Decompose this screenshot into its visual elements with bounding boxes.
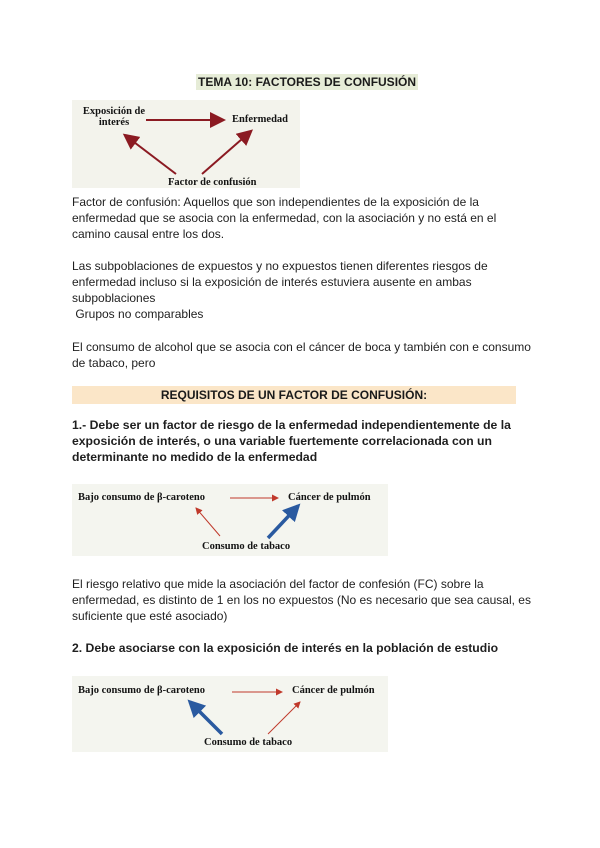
confounding-diagram-1 <box>72 100 300 188</box>
requirement-1: 1.- Debe ser un factor de riesgo de la enfermedad independientemente de la exposición de interés, o una variable fuertemente correlacionada con un determinante no medido de la enfermedad <box>72 418 511 464</box>
diagram-1-exposure-label: Exposición de interés <box>82 106 146 128</box>
tobacco-to-cancer-arrow <box>268 702 300 734</box>
subpopulations-paragraph: Las subpoblaciones de expuestos y no expuestos tienen diferentes riesgos de enfermedad incluso si la exposición de interés estuviera ausente en ambas subpoblaciones <box>72 259 488 305</box>
tobacco-to-cancer-arrow <box>268 506 298 538</box>
diagram-3-confounder-label: Consumo de tabaco <box>204 737 293 748</box>
non-comparable-line: Grupos no comparables <box>72 307 204 321</box>
diagram-2-disease-label: Cáncer de pulmón <box>288 492 371 503</box>
relative-risk-paragraph: El riesgo relativo que mide la asociación del factor de confesión (FC) sobre la enfermedad, es distinto de 1 en los no expuestos (No es necesario que sea causal, es suficiente que esté asociado) <box>72 577 531 623</box>
tobacco-to-beta-carotene-arrow <box>196 508 220 536</box>
diagram-3-disease-label: Cáncer de pulmón <box>292 685 375 696</box>
confounder-to-disease-arrow <box>202 132 250 174</box>
page-title: TEMA 10: FACTORES DE CONFUSIÓN <box>198 75 417 89</box>
diagram-3-exposure-label: Bajo consumo de β-caroteno <box>78 685 205 696</box>
diagram-1-confounder-label: Factor de confusión <box>168 177 257 188</box>
diagram-2-exposure-label: Bajo consumo de β-caroteno <box>78 492 205 503</box>
confounding-diagram-3 <box>72 676 388 752</box>
diagram-1-disease-label: Enfermedad <box>232 114 288 125</box>
tobacco-to-beta-carotene-arrow <box>190 702 222 734</box>
confounder-to-exposure-arrow <box>126 136 176 174</box>
requirements-heading: REQUISITOS DE UN FACTOR DE CONFUSIÓN: <box>72 386 516 404</box>
diagram-2-confounder-label: Consumo de tabaco <box>202 541 291 552</box>
definition-paragraph: Factor de confusión: Aquellos que son independientes de la exposición de la enfermedad que se asocia con la enfermedad, con la asociación y no está en el camino causal entre los dos. <box>72 195 497 241</box>
confounding-diagram-2 <box>72 484 388 556</box>
requirement-2: 2. Debe asociarse con la exposición de interés en la población de estudio <box>72 641 499 655</box>
alcohol-paragraph: El consumo de alcohol que se asocia con el cáncer de boca y también con e consumo de tabaco, pero <box>72 340 531 370</box>
